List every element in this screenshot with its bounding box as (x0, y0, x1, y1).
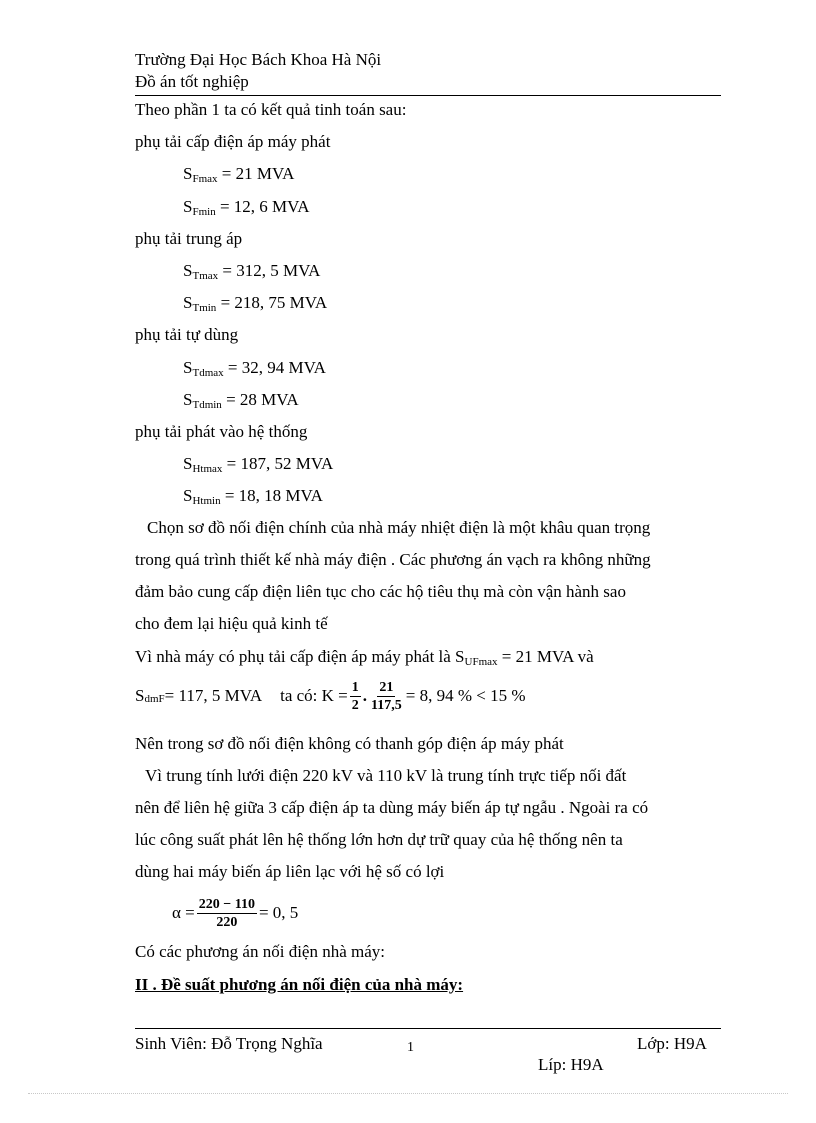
fraction-half: $\frac{1}{2}$ (351, 679, 359, 713)
formula-s-htmax: $S_{Htmax} = 187$, 52 MVA (183, 454, 334, 475)
line-no-busbar: Nên trong sơ đồ nối điện không có thanh góp điện áp máy phát (135, 734, 564, 753)
formula-s-htmin: $S_{Htmin} = 18$, 18 MVA (183, 486, 323, 507)
group-title-gen: phụ tải cấp điện áp máy phát (135, 132, 331, 151)
group-title-self: phụ tải tự dùng (135, 325, 239, 344)
intro-text: Theo phần 1 ta có kết quả tinh toán sau: (135, 100, 407, 119)
footer-student: Sinh Viên: Đỗ Trọng Nghĩa (135, 1034, 323, 1053)
page-bottom-divider (28, 1093, 788, 1094)
footer-page-number: 1 (407, 1040, 414, 1055)
footer-rule (135, 1028, 721, 1029)
formula-s-tmax: $S_{Tmax} = 312$, 5 MVA (183, 261, 321, 282)
section-heading: II . Đề suất phương án nối điện của nhà máy: (135, 975, 464, 994)
formula-alpha: α = $\frac{220 - 110}{220}$ = 0, 5 (172, 896, 299, 930)
formula-s-tmin: $S_{Tmin} = 218$, 75 MVA (183, 293, 328, 314)
header-doc-type: Đồ án tốt nghiệp (135, 72, 249, 91)
formula-s-fmin: $S_{Fmin} = 12$, 6 MVA (183, 197, 310, 218)
para1-line: cho đem lại hiệu quả kinh tế (135, 614, 328, 633)
para2-line: Vì trung tính lưới điện 220 kV và 110 kV là trung tính trực tiếp nối đất (145, 766, 627, 785)
formula-s-fmax: $S_{Fmax} = 21$ MVA (183, 164, 295, 185)
group-title-grid: phụ tải phát vào hệ thống (135, 422, 308, 441)
para1-line: đảm bảo cung cấp điện liên tục cho các hộ tiêu thụ mà còn vận hành sao (135, 582, 626, 601)
para2-line: dùng hai máy biến áp liên lạc với hệ số có lợi (135, 862, 445, 881)
line-uf-max: Vì nhà máy có phụ tải cấp điện áp máy phát là $S_{UFmax} = 21$ MVA và (135, 647, 594, 668)
fraction-alpha: $\frac{220 - 110}{220}$ (198, 896, 255, 930)
formula-s-tdmax: $S_{Tdmax} = 32$, 94 MVA (183, 358, 326, 379)
group-title-mid: phụ tải trung áp (135, 229, 243, 248)
fraction-21-over-117: $\frac{21}{117,5}$ (371, 679, 402, 713)
para1-line: Chọn sơ đồ nối điện chính của nhà máy nhiệt điện là một khâu quan trọng (147, 518, 651, 537)
line-options: Có các phương án nối điện nhà máy: (135, 942, 386, 961)
para2-line: nên để liên hệ giữa 3 cấp điện áp ta dùng máy biến áp tự ngẫu . Ngoài ra có (135, 798, 649, 817)
footer-class: Lớp: H9A (637, 1034, 707, 1053)
para2-line: lúc công suất phát lên hệ thống lớn hơn dự trữ quay của hệ thống nên ta (135, 830, 623, 849)
header-rule (135, 95, 721, 96)
para1-line: trong quá trình thiết kế nhà máy điện . Các phương án vạch ra không những (135, 550, 651, 569)
formula-k: S dmF = 117, 5 MVA ta có: K = $\frac{1}{2}$ . $\frac{21}{117,5}$ = 8, 94 % < 15 % (135, 679, 526, 713)
footer-class-below: Líp: H9A (538, 1055, 604, 1074)
formula-s-tdmin: $S_{Tdmin} = 28$ MVA (183, 390, 299, 411)
header-university: Trường Đại Học Bách Khoa Hà Nội (135, 50, 382, 69)
